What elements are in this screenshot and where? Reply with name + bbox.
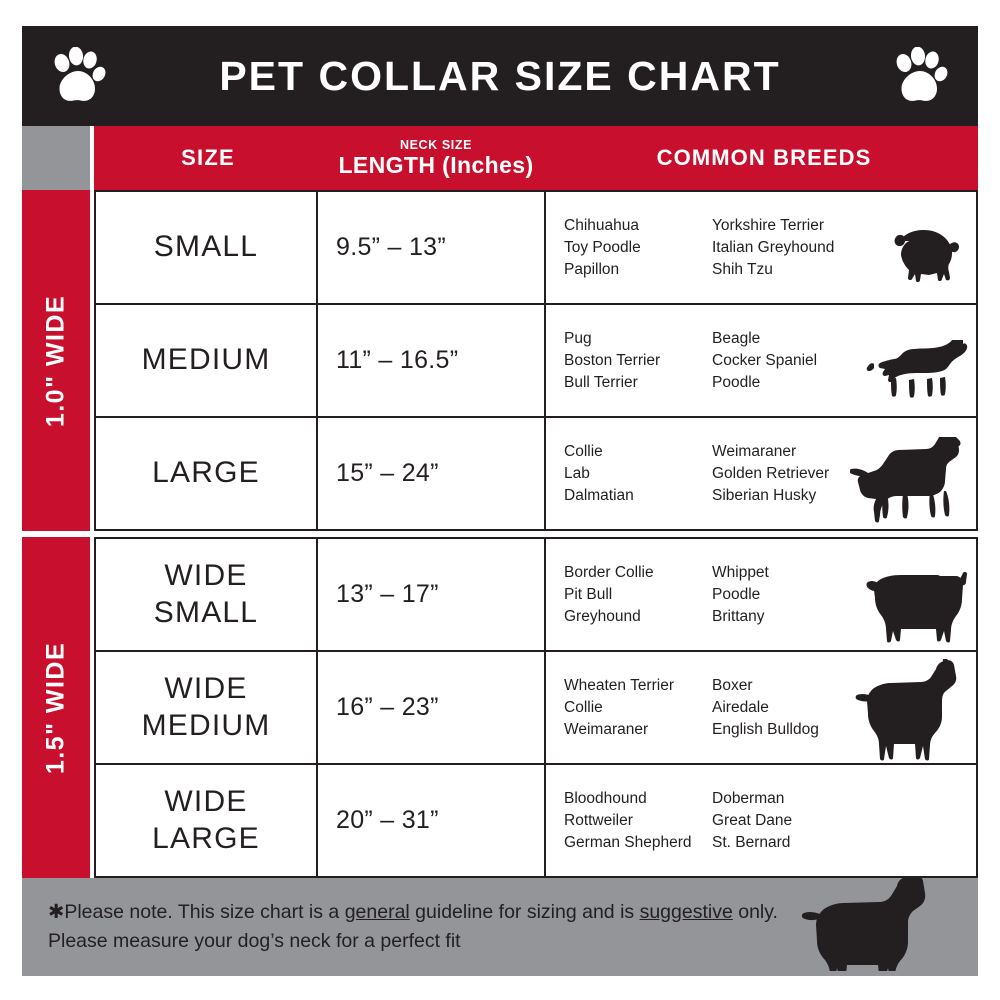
table-row: [96, 763, 976, 876]
breed-column-1: [564, 675, 712, 741]
cell-size: [96, 652, 318, 763]
breed-name: Dalmatian: [564, 486, 634, 504]
title-bar: [22, 26, 978, 126]
breed-name: Greyhound: [564, 607, 641, 625]
column-header-length: [322, 126, 550, 190]
column-header-size: [94, 126, 322, 190]
footnote-text-c: only.: [732, 900, 778, 923]
breed-name: Boxer: [712, 676, 753, 694]
breed-name: English Bulldog: [712, 720, 819, 738]
breed-name: Weimaraner: [564, 720, 649, 738]
footnote-line-1: [48, 898, 954, 927]
size-label-second: LARGE: [152, 821, 260, 855]
breed-column-1: [564, 562, 712, 628]
breed-column-2: [712, 562, 860, 628]
breed-name: Shih Tzu: [712, 260, 773, 278]
breed-name: Airedale: [712, 698, 769, 716]
column-header-breeds: [550, 126, 978, 190]
cell-size: [96, 305, 318, 416]
cell-neck-length: 13” – 17”: [318, 539, 546, 650]
cell-breeds: [546, 418, 976, 529]
column-header-breeds-label: COMMON BREEDS: [656, 145, 872, 170]
breed-name: Siberian Husky: [712, 486, 817, 504]
column-header-length-sublabel: NECK SIZE: [399, 138, 473, 153]
cell-breeds: [546, 305, 976, 416]
cell-neck-length: 15” – 24”: [318, 418, 546, 529]
header-corner-cell: [22, 126, 90, 190]
breed-column-1: [564, 328, 712, 394]
breed-column-2: [712, 328, 860, 394]
size-label: MEDIUM: [141, 343, 271, 377]
group-label-text: 1.0" WIDE: [41, 294, 70, 427]
cell-size: [96, 765, 318, 876]
breed-columns: [564, 675, 860, 741]
group-label-1-5-wide: [22, 537, 90, 878]
size-group-narrow: [22, 190, 978, 531]
cell-neck-length: 11” – 16.5”: [318, 305, 546, 416]
cell-breeds: [546, 539, 976, 650]
breed-name: Papillon: [564, 260, 620, 278]
breed-columns: [564, 788, 860, 854]
footnote-text-b: guideline for sizing and is: [409, 900, 640, 923]
breed-name: Pit Bull: [564, 585, 613, 603]
breed-name: St. Bernard: [712, 833, 791, 851]
breed-name: German Shepherd: [564, 833, 692, 851]
breed-name: Weimaraner: [712, 442, 797, 460]
shepherd-silhouette: [850, 437, 972, 523]
breed-name: Chihuahua: [564, 216, 639, 234]
table-row: [96, 539, 976, 650]
bulldog-silhouette: [860, 570, 968, 646]
group-label-1-0-wide: [22, 190, 90, 531]
breed-name: Bull Terrier: [564, 373, 638, 391]
footnote-bar: [22, 878, 978, 976]
breed-name: Whippet: [712, 563, 769, 581]
breed-name: Great Dane: [712, 811, 793, 829]
cell-neck-length: 9.5” – 13”: [318, 192, 546, 303]
cell-neck-length: 20” – 31”: [318, 765, 546, 876]
breed-column-1: [564, 441, 712, 507]
breed-columns: [564, 441, 860, 507]
breed-name: Lab: [564, 464, 590, 482]
beagle-silhouette: [866, 340, 970, 406]
breed-column-2: [712, 215, 860, 281]
breed-column-1: [564, 215, 712, 281]
size-label: WIDE: [164, 671, 248, 705]
size-label: LARGE: [152, 456, 260, 490]
breed-name: Collie: [564, 442, 603, 460]
cell-breeds: [546, 652, 976, 763]
size-group-wide: [22, 531, 978, 878]
breed-name: Beagle: [712, 329, 761, 347]
cell-size: [96, 192, 318, 303]
breed-name: Bloodhound: [564, 789, 647, 807]
table-row: [96, 192, 976, 303]
cell-size: [96, 418, 318, 529]
breed-name: Yorkshire Terrier: [712, 216, 824, 234]
breed-column-2: [712, 675, 860, 741]
boxer-silhouette: [854, 659, 972, 763]
table-body: [22, 190, 978, 878]
breed-column-1: [564, 788, 712, 854]
breed-column-2: [712, 441, 860, 507]
group-label-text: 1.5" WIDE: [41, 641, 70, 774]
breed-name: Collie: [564, 698, 603, 716]
breed-name: Brittany: [712, 607, 765, 625]
breed-name: Rottweiler: [564, 811, 633, 829]
pomeranian-silhouette: [880, 227, 966, 289]
size-label-second: SMALL: [153, 595, 259, 629]
footnote-line-2: Please measure your dog’s neck for a perfect fit: [48, 930, 461, 952]
breed-columns: [564, 215, 860, 281]
footnote-text-a: ✱Please note. This size chart is a: [48, 900, 345, 923]
footnote-underline-general: general: [344, 900, 410, 923]
size-label-second: MEDIUM: [141, 708, 271, 742]
breed-name: Doberman: [712, 789, 785, 807]
chart-frame: [22, 26, 978, 976]
breed-columns: [564, 562, 860, 628]
breed-columns: [564, 328, 860, 394]
table-header-row: [22, 126, 978, 190]
breed-name: Boston Terrier: [564, 351, 661, 369]
paw-print-icon: [894, 47, 948, 105]
footnote-underline-suggestive: suggestive: [639, 900, 733, 923]
page-title: PET COLLAR SIZE CHART: [219, 52, 781, 99]
size-label: WIDE: [164, 784, 248, 818]
breed-name: Golden Retriever: [712, 464, 830, 482]
breed-column-2: [712, 788, 860, 854]
size-label: WIDE: [164, 558, 248, 592]
paw-print-icon: [52, 47, 106, 105]
breed-name: Pug: [564, 329, 592, 347]
group-rows: [94, 190, 978, 531]
column-header-size-label: SIZE: [181, 145, 235, 170]
group-rows: [94, 537, 978, 878]
breed-name: Border Collie: [564, 563, 654, 581]
table-row: [96, 416, 976, 529]
breed-name: Poodle: [712, 585, 761, 603]
size-label: SMALL: [153, 230, 259, 264]
breed-name: Cocker Spaniel: [712, 351, 818, 369]
cell-breeds: [546, 765, 976, 876]
breed-name: Wheaten Terrier: [564, 676, 674, 694]
cell-breeds: [546, 192, 976, 303]
table-row: [96, 303, 976, 416]
breed-name: Poodle: [712, 373, 761, 391]
cell-size: [96, 539, 318, 650]
table-row: [96, 650, 976, 763]
cell-neck-length: 16” – 23”: [318, 652, 546, 763]
breed-name: Italian Greyhound: [712, 238, 835, 256]
breed-name: Toy Poodle: [564, 238, 641, 256]
column-header-length-label: LENGTH (Inches): [338, 151, 534, 178]
